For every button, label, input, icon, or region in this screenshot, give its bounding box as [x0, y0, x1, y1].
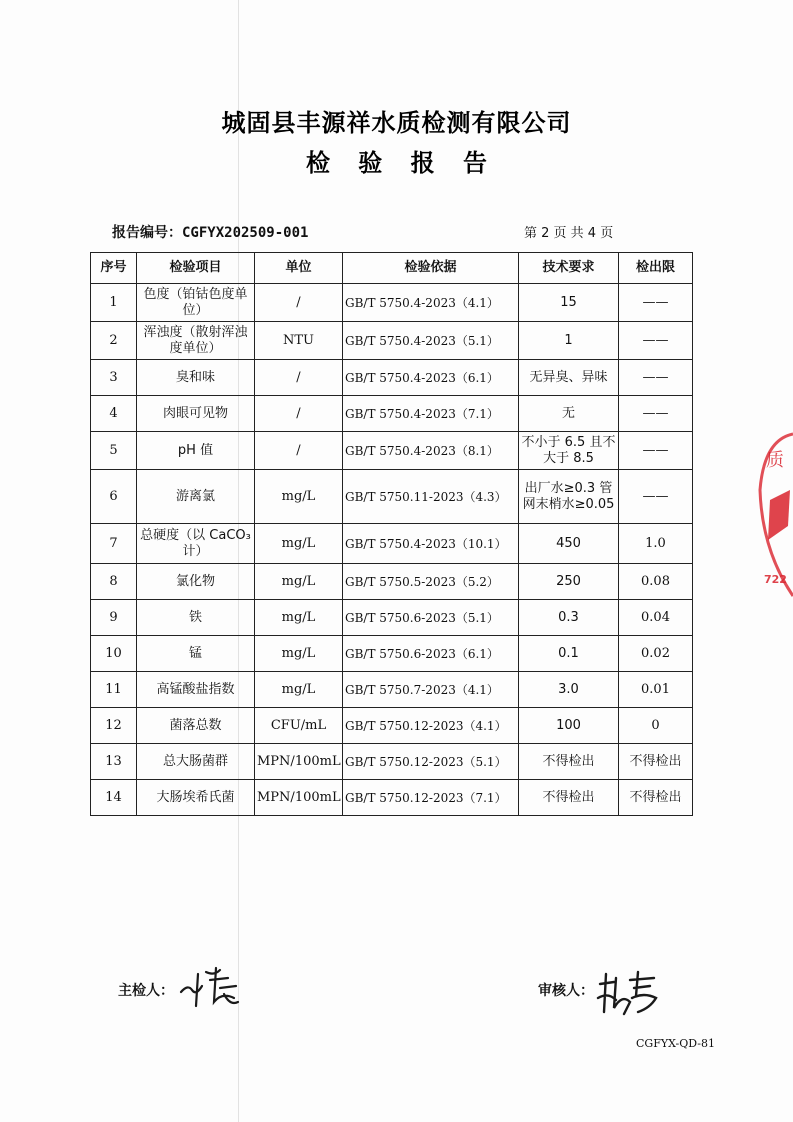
detection-limit: ——	[619, 284, 693, 322]
unit: /	[255, 284, 343, 322]
row-number: 2	[91, 322, 137, 360]
detection-limit: 0.02	[619, 636, 693, 672]
col-header-detection-limit: 检出限	[619, 253, 693, 284]
table-row	[91, 396, 693, 432]
row-number: 9	[91, 600, 137, 636]
form-code: CGFYX-QD-81	[636, 1037, 716, 1050]
test-item: 锰	[137, 636, 255, 672]
reviewer-signature	[594, 968, 670, 1020]
page-info: 第 2 页 共 4 页	[524, 226, 614, 241]
unit: MPN/100mL	[255, 744, 343, 780]
row-number: 4	[91, 396, 137, 432]
test-method: GB/T 5750.6-2023（5.1）	[343, 600, 519, 636]
detection-limit: 0.01	[619, 672, 693, 708]
detection-limit: 0.08	[619, 564, 693, 600]
col-header-requirement: 技术要求	[519, 253, 619, 284]
col-header-no: 序号	[91, 253, 137, 284]
test-item: 色度（铂钴色度单位）	[137, 284, 255, 322]
technical-requirement: 15	[519, 284, 619, 322]
row-number: 12	[91, 708, 137, 744]
row-number: 13	[91, 744, 137, 780]
unit: /	[255, 432, 343, 470]
col-header-method: 检验依据	[343, 253, 519, 284]
detection-limit: 不得检出	[619, 744, 693, 780]
test-method: GB/T 5750.4-2023（4.1）	[343, 284, 519, 322]
test-item: 肉眼可见物	[137, 396, 255, 432]
technical-requirement: 出厂水≥0.3 管网末梢水≥0.05	[519, 470, 619, 524]
test-item: 铁	[137, 600, 255, 636]
detection-limit: ——	[619, 432, 693, 470]
row-number: 5	[91, 432, 137, 470]
table-row	[91, 322, 693, 360]
test-method: GB/T 5750.4-2023（5.1）	[343, 322, 519, 360]
svg-text:质: 质	[766, 450, 784, 471]
technical-requirement: 0.3	[519, 600, 619, 636]
unit: CFU/mL	[255, 708, 343, 744]
unit: MPN/100mL	[255, 780, 343, 816]
test-item: 高锰酸盐指数	[137, 672, 255, 708]
inspector-label: 主检人：	[118, 983, 174, 999]
unit: mg/L	[255, 524, 343, 564]
test-item: pH 值	[137, 432, 255, 470]
table-row	[91, 672, 693, 708]
technical-requirement: 不得检出	[519, 744, 619, 780]
detection-limit: 1.0	[619, 524, 693, 564]
report-title: 检 验 报 告	[305, 148, 498, 177]
table-row	[91, 432, 693, 470]
unit: /	[255, 396, 343, 432]
unit: mg/L	[255, 600, 343, 636]
test-method: GB/T 5750.12-2023（5.1）	[343, 744, 519, 780]
report-number-value: CGFYX202509-001	[182, 225, 309, 241]
table-row	[91, 780, 693, 816]
row-number: 6	[91, 470, 137, 524]
table-row	[91, 360, 693, 396]
row-number: 3	[91, 360, 137, 396]
col-header-unit: 单位	[255, 253, 343, 284]
table-row	[91, 636, 693, 672]
test-item: 总硬度（以 CaCO₃ 计）	[137, 524, 255, 564]
table-row	[91, 708, 693, 744]
table-row	[91, 600, 693, 636]
test-item: 菌落总数	[137, 708, 255, 744]
test-method: GB/T 5750.4-2023（8.1）	[343, 432, 519, 470]
reviewer-label: 审核人：	[538, 983, 594, 999]
detection-limit: 0.04	[619, 600, 693, 636]
unit: mg/L	[255, 636, 343, 672]
technical-requirement: 0.1	[519, 636, 619, 672]
technical-requirement: 不小于 6.5 且不大于 8.5	[519, 432, 619, 470]
detection-limit: ——	[619, 396, 693, 432]
detection-limit: ——	[619, 322, 693, 360]
technical-requirement: 无	[519, 396, 619, 432]
row-number: 8	[91, 564, 137, 600]
detection-limit: ——	[619, 360, 693, 396]
technical-requirement: 1	[519, 322, 619, 360]
technical-requirement: 450	[519, 524, 619, 564]
test-method: GB/T 5750.11-2023（4.3）	[343, 470, 519, 524]
test-method: GB/T 5750.12-2023（7.1）	[343, 780, 519, 816]
unit: /	[255, 360, 343, 396]
test-method: GB/T 5750.12-2023（4.1）	[343, 708, 519, 744]
detection-limit: 不得检出	[619, 780, 693, 816]
test-method: GB/T 5750.4-2023（10.1）	[343, 524, 519, 564]
test-method: GB/T 5750.5-2023（5.2）	[343, 564, 519, 600]
row-number: 1	[91, 284, 137, 322]
technical-requirement: 无异臭、异味	[519, 360, 619, 396]
report-number	[112, 222, 308, 242]
inspector-signature	[176, 962, 246, 1010]
report-number-label: 报告编号：	[112, 225, 182, 241]
unit: NTU	[255, 322, 343, 360]
row-number: 11	[91, 672, 137, 708]
col-header-item: 检验项目	[137, 253, 255, 284]
detection-limit: ——	[619, 470, 693, 524]
test-item: 氯化物	[137, 564, 255, 600]
table-row	[91, 284, 693, 322]
svg-text:722: 722	[764, 573, 787, 586]
table-row	[91, 564, 693, 600]
test-method: GB/T 5750.7-2023（4.1）	[343, 672, 519, 708]
table-row	[91, 744, 693, 780]
company-name: 城固县丰源祥水质检测有限公司	[221, 108, 572, 137]
test-item: 臭和味	[137, 360, 255, 396]
test-item: 游离氯	[137, 470, 255, 524]
row-number: 10	[91, 636, 137, 672]
technical-requirement: 3.0	[519, 672, 619, 708]
unit: mg/L	[255, 672, 343, 708]
technical-requirement: 不得检出	[519, 780, 619, 816]
table-row	[91, 470, 693, 524]
row-number: 7	[91, 524, 137, 564]
test-method: GB/T 5750.6-2023（6.1）	[343, 636, 519, 672]
test-item: 浑浊度（散射浑浊度单位）	[137, 322, 255, 360]
table-row	[91, 524, 693, 564]
unit: mg/L	[255, 470, 343, 524]
table-header-row	[91, 253, 693, 284]
technical-requirement: 250	[519, 564, 619, 600]
technical-requirement: 100	[519, 708, 619, 744]
detection-limit: 0	[619, 708, 693, 744]
test-method: GB/T 5750.4-2023（7.1）	[343, 396, 519, 432]
red-seal-stamp	[756, 430, 793, 600]
unit: mg/L	[255, 564, 343, 600]
test-item: 大肠埃希氏菌	[137, 780, 255, 816]
test-method: GB/T 5750.4-2023（6.1）	[343, 360, 519, 396]
results-table	[90, 252, 693, 816]
test-item: 总大肠菌群	[137, 744, 255, 780]
row-number: 14	[91, 780, 137, 816]
